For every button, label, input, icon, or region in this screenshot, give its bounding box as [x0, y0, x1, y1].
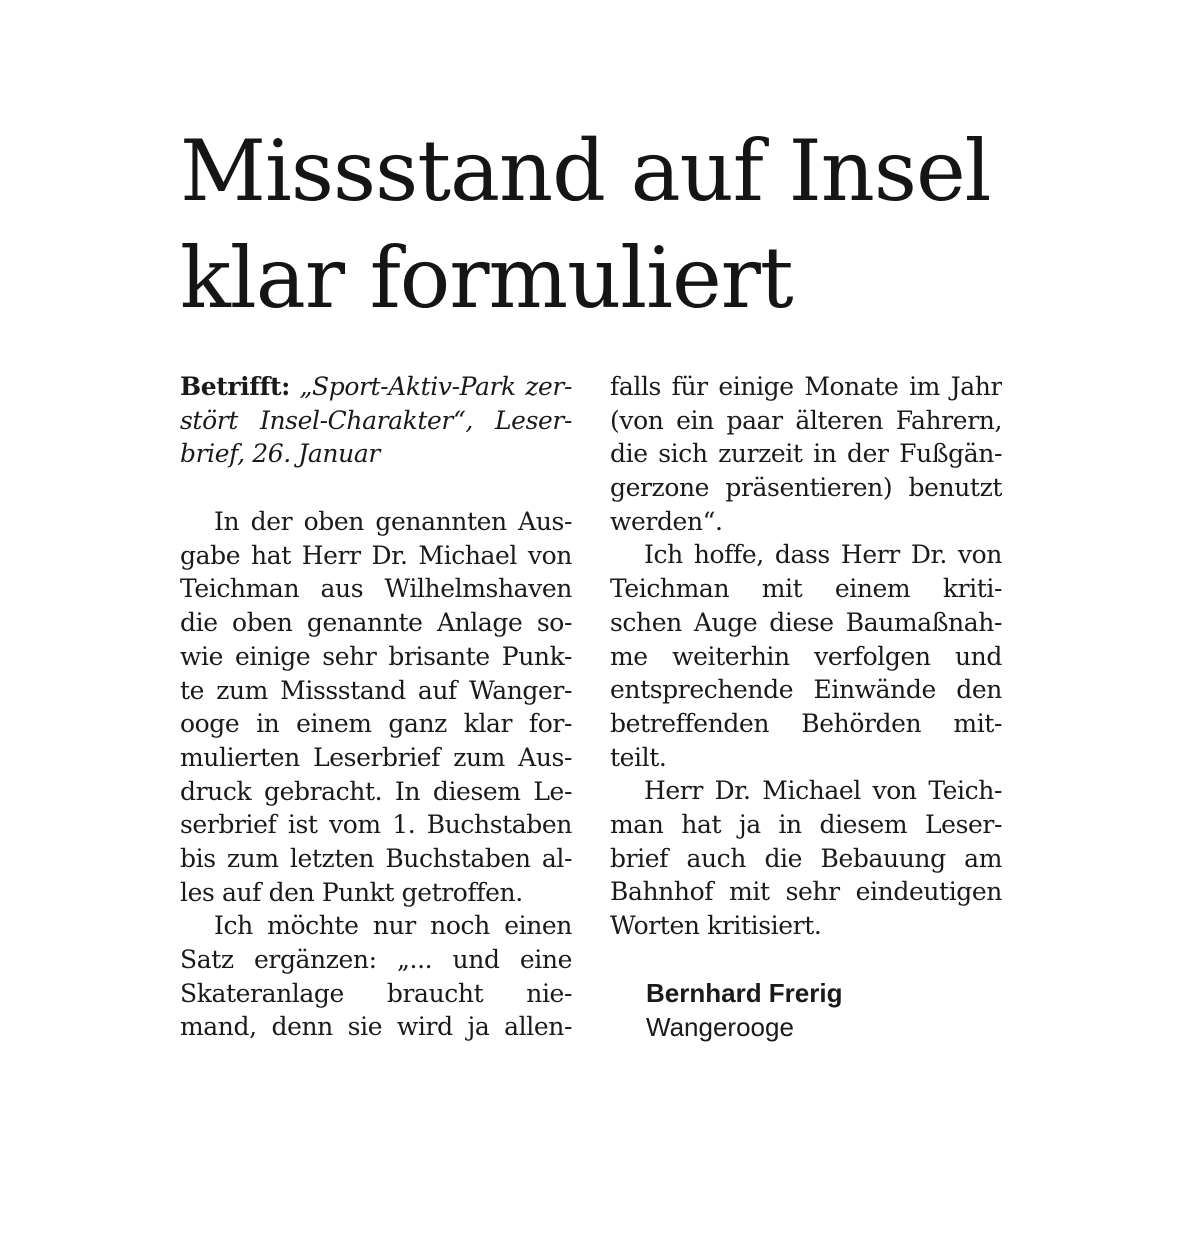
paragraph-3: [610, 538, 1002, 774]
text-line: Herr Dr. Michael von Teich-: [644, 776, 1002, 806]
text-line: wie einige sehr brisante Punk-: [180, 641, 572, 671]
text-line: Ich hoffe, dass Herr Dr. von: [644, 540, 1002, 570]
text-line: ooge in einem ganz klar for-: [180, 709, 572, 739]
text-line: Teichman mit einem kriti-: [610, 574, 1002, 604]
text-line: gerzone präsentieren) benutzt: [610, 473, 1002, 503]
headline-line-1: Missstand auf Insel: [180, 122, 991, 220]
text-line: In der oben genannten Aus-: [214, 507, 572, 537]
subject-line: brief, 26. Januar: [180, 439, 380, 469]
text-line: te zum Missstand auf Wanger-: [180, 675, 572, 705]
text-line: Bahnhof mit sehr eindeutigen: [610, 877, 1002, 907]
paragraph-1: [180, 505, 572, 909]
subject-label: Betrifft:: [180, 372, 290, 401]
text-line: werden“.: [610, 506, 723, 536]
text-line: betreffenden Behörden mit-: [610, 708, 1002, 738]
text-line: die oben genannte Anlage so-: [180, 608, 572, 638]
right-column: [610, 370, 1002, 943]
subject-line: „Sport-Aktiv-Park zer-: [299, 372, 572, 401]
text-line: Worten kritisiert.: [610, 911, 822, 940]
text-line: Teichman aus Wilhelmshaven: [180, 574, 572, 604]
headline-line-2: klar formuliert: [180, 229, 793, 327]
subject-line: stört Insel-Charakter“, Leser-: [180, 405, 572, 435]
text-line: falls für einige Monate im Jahr: [610, 372, 1002, 401]
text-line: Ich möchte nur noch einen: [214, 911, 572, 941]
text-line: brief auch die Bebauung am: [610, 843, 1002, 873]
text-line: me weiterhin verfolgen und: [610, 641, 1002, 671]
text-line: Satz ergänzen: „... und eine: [180, 945, 572, 974]
text-line: druck gebracht. In diesem Le-: [180, 776, 572, 806]
text-line: mulierten Leserbrief zum Aus-: [180, 742, 572, 772]
headline: [180, 118, 1080, 332]
text-line: les auf den Punkt getroffen.: [180, 877, 523, 907]
signature: [646, 976, 843, 1044]
text-line: bis zum letzten Buchstaben al-: [180, 843, 572, 873]
paragraph-2-continued: [610, 370, 1002, 538]
left-column: [180, 370, 572, 1044]
author-place: Wangerooge: [646, 1012, 794, 1042]
paragraph-2: [180, 909, 572, 1044]
text-line: entsprechende Einwände den: [610, 675, 1002, 705]
subject-reference: [180, 370, 572, 471]
text-line: man hat ja in diesem Leser-: [610, 809, 1002, 839]
text-line: gabe hat Herr Dr. Michael von: [180, 540, 572, 570]
text-line: mand, denn sie wird ja allen-: [180, 1012, 572, 1042]
text-line: schen Auge diese Baumaßnah-: [610, 607, 1002, 637]
text-line: die sich zurzeit in der Fußgän-: [610, 439, 1002, 469]
text-line: Skateranlage braucht nie-: [180, 978, 572, 1008]
text-line: teilt.: [610, 742, 667, 772]
text-line: (von ein paar älteren Fahrern,: [610, 405, 1002, 435]
text-line: serbrief ist vom 1. Buchstaben: [180, 810, 572, 840]
author-name: Bernhard Frerig: [646, 978, 843, 1008]
paragraph-4: [610, 774, 1002, 942]
